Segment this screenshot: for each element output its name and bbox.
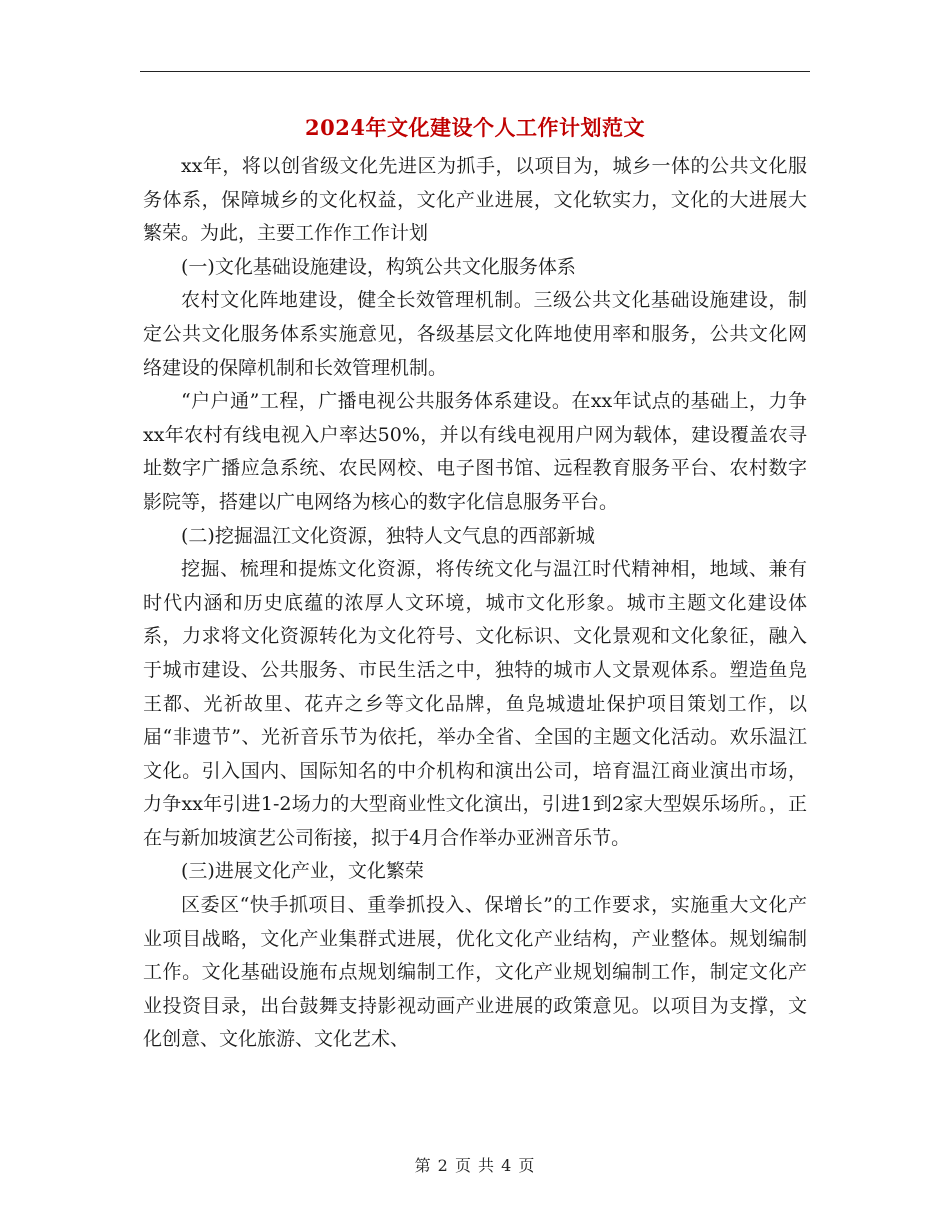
header-rule xyxy=(140,71,810,72)
section-heading-2: (二)挖掘温江文化资源，独特人文气息的西部新城 xyxy=(181,524,595,547)
paragraph: 挖掘、梳理和提炼文化资源，将传统文化与温江时代精神相，地域、兼有时代内涵和历史底蕴的浓厚人文环境，城市文化形象。城市主题文化建设体系，力求将文化资源转化为文化符号、文化标识、文化景观和文化象征，融入于城市建设、公共服务、市民生活之中，独特的城市人文景观体系。塑造鱼凫王都、光祈故里、花卉之乡等文化品牌，鱼凫城遗址保护项目策划工作，以届“非遗节”、光祈音乐节为依托，举办全省、全国的主题文化活动。欢乐温江文化。引入国内、国际知名的中介机构和演出公司，培育温江商业演出市场，力争xx年引进1-2场力的大型商业性文化演出，引进1到2家大型娱乐场所。，正在与新加坡演艺公司衔接，拟于4月合作举办亚洲音乐节。 xyxy=(143,558,807,849)
page-number: 第 2 页 共 4 页 xyxy=(414,1156,536,1175)
paragraph: 区委区“快手抓项目、重拳抓投入、保增长”的工作要求，实施重大文化产业项目战略，文化产业集群式进展，优化文化产业结构，产业整体。规划编制工作。文化基础设施布点规划编制工作，文化产业规划编制工作，制定文化产业投资目录，出台鼓舞支持影视动画产业进展的政策意见。以项目为支撑，文化创意、文化旅游、文化艺术、 xyxy=(143,894,807,1051)
section-heading-3: (三)进展文化产业，文化繁荣 xyxy=(181,860,424,883)
paragraph: “户户通”工程，广播电视公共服务体系建设。在xx年试点的基础上，力争xx年农村有线电视入户率达50%，并以有线电视用户网为载体，建设覆盖农寻址数字广播应急系统、农民网校、电子图书馆、远程教育服务平台、农村数字影院等，搭建以广电网络为核心的数字化信息服务平台。 xyxy=(143,390,807,513)
paragraph: 农村文化阵地建设，健全长效管理机制。三级公共文化基础设施建设，制定公共文化服务体系实施意见，各级基层文化阵地使用率和服务，公共文化网络建设的保障机制和长效管理机制。 xyxy=(143,289,807,379)
paragraph-intro: xx年，将以创省级文化先进区为抓手，以项目为，城乡一体的公共文化服务体系，保障城乡的文化权益，文化产业进展，文化软实力，文化的大进展大繁荣。为此，主要工作作工作计划 xyxy=(143,155,807,245)
document-body xyxy=(143,150,807,1057)
document-title: 2024年文化建设个人工作计划范文 xyxy=(305,115,645,140)
section-heading-1: (一)文化基础设施建设，构筑公共文化服务体系 xyxy=(181,255,576,278)
